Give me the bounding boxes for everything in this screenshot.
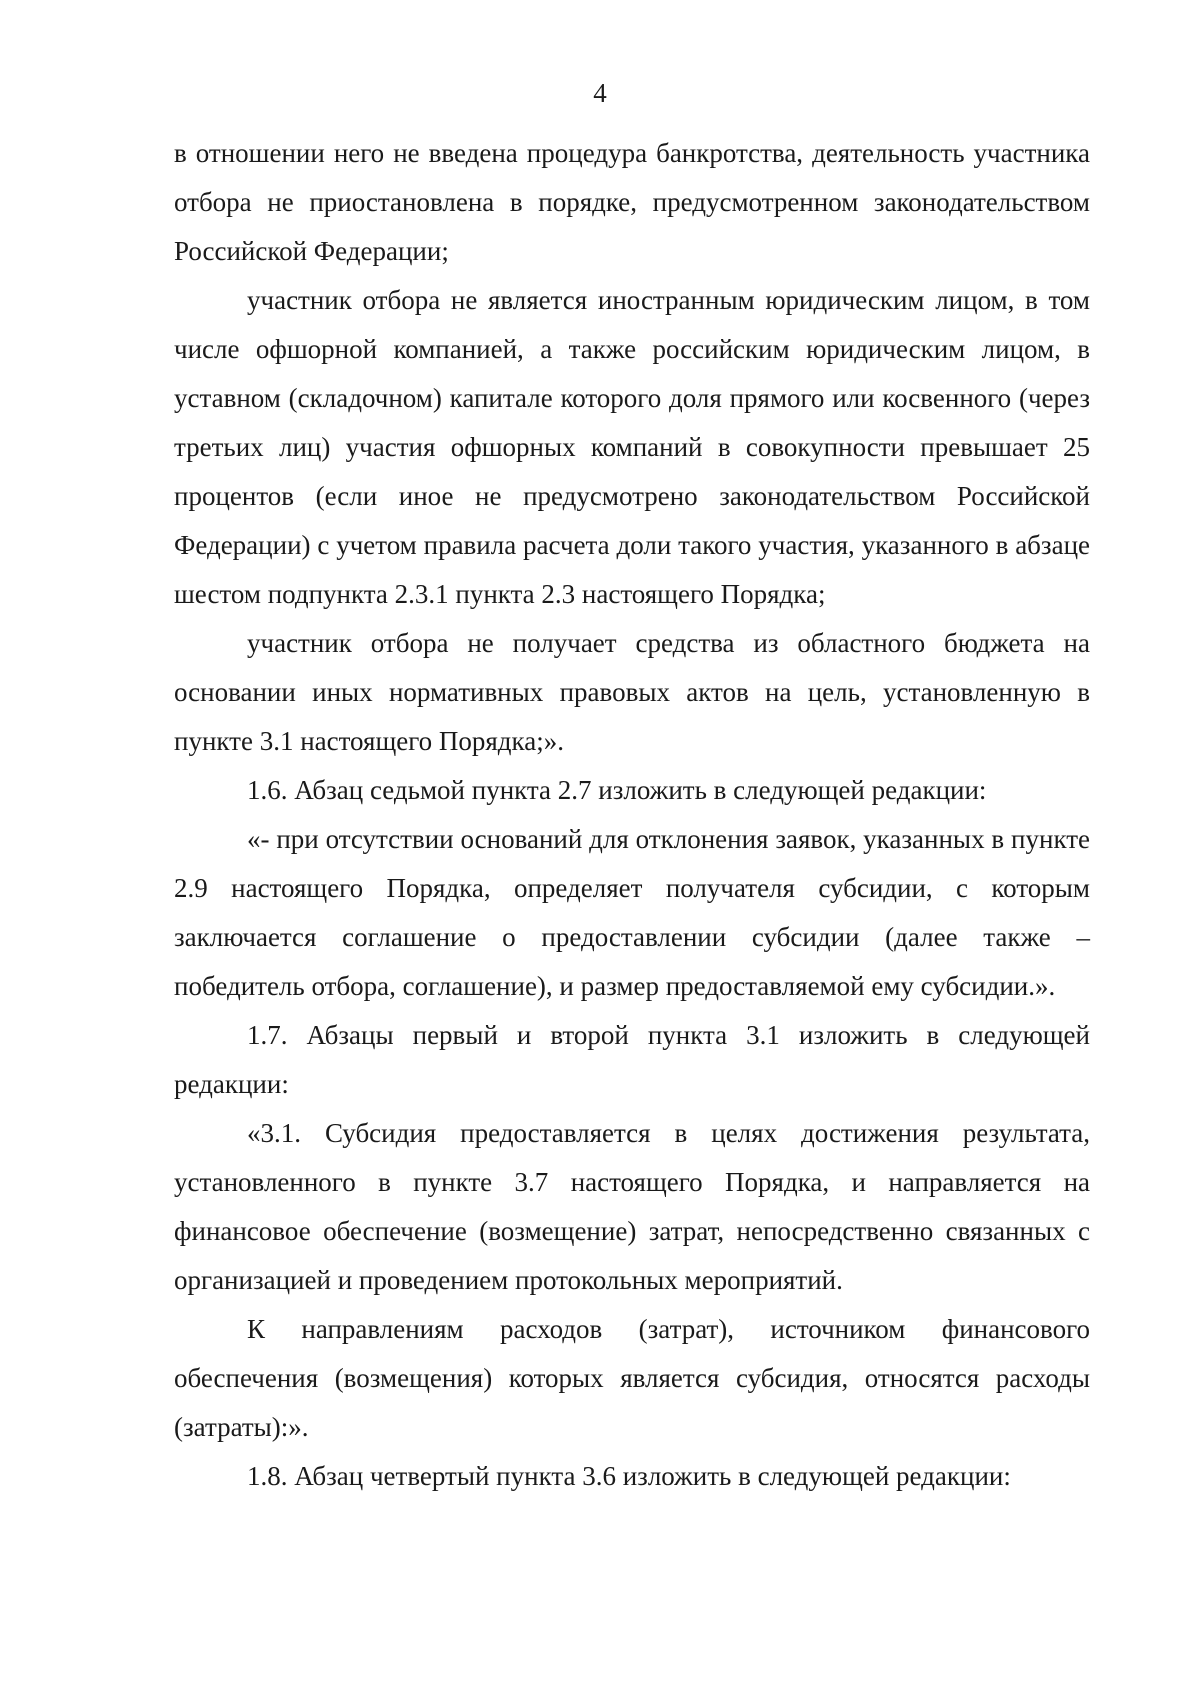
- page-number: 4: [593, 78, 607, 108]
- paragraph-7: «3.1. Субсидия предоставляется в целях достижения результата, установленного в пункте 3.7 настоящего Порядка, и направляется на финансовое обеспечение (возмещение) затрат, непосредственно связанных с организацией и проведением протокольных мероприятий.: [174, 1118, 1090, 1295]
- paragraph-8: К направлениям расходов (затрат), источником финансового обеспечения (возмещения) которых является субсидия, относятся расходы (затраты):».: [174, 1314, 1090, 1442]
- paragraph-4: 1.6. Абзац седьмой пункта 2.7 изложить в следующей редакции:: [247, 775, 987, 805]
- paragraph-9: 1.8. Абзац четвертый пункта 3.6 изложить в следующей редакции:: [247, 1461, 1011, 1491]
- paragraph-2: участник отбора не является иностранным юридическим лицом, в том числе офшорной компанией, а также российским юридическим лицом, в уставном (складочном) капитале которого доля прямого или косвенного (через третьих лиц) участия офшорных компаний в совокупности превышает 25 процентов (если иное не предусмотрено законодательством Российской Федерации) с учетом правила расчета доли такого участия, указанного в абзаце шестом подпункта 2.3.1 пункта 2.3 настоящего Порядка;: [174, 285, 1090, 609]
- paragraph-6: 1.7. Абзацы первый и второй пункта 3.1 изложить в следующей редакции:: [174, 1020, 1090, 1099]
- paragraph-3: участник отбора не получает средства из областного бюджета на основании иных нормативных правовых актов на цель, установленную в пункте 3.1 настоящего Порядка;».: [174, 628, 1090, 756]
- document-body: [174, 129, 1090, 1501]
- paragraph-5: «- при отсутствии оснований для отклонения заявок, указанных в пункте 2.9 настоящего Порядка, определяет получателя субсидии, с которым заключается соглашение о предоставлении субсидии (далее также – победитель отбора, соглашение), и размер предоставляемой ему субсидии.».: [174, 824, 1090, 1001]
- paragraph-1: в отношении него не введена процедура банкротства, деятельность участника отбора не приостановлена в порядке, предусмотренном законодательством Российской Федерации;: [174, 138, 1090, 266]
